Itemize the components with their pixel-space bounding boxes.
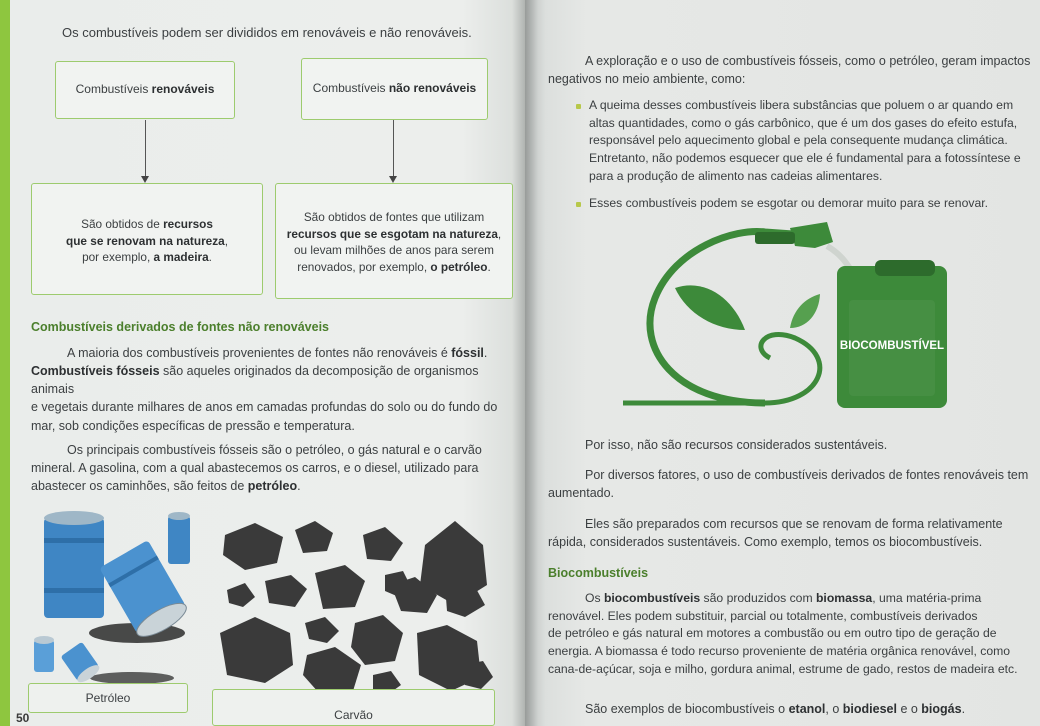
- coal-caption: Carvão: [212, 689, 495, 726]
- biofuel-illustration: [615, 218, 960, 413]
- renewable-box-title: Combustíveis renováveis: [75, 82, 215, 96]
- oil-barrels-illustration: [22, 508, 202, 688]
- arrow-line-right: [393, 120, 394, 177]
- arrow-line-left: [145, 120, 146, 177]
- paragraph-impacts: A exploração e o uso de combustíveis fósseis, como o petróleo, geram impactos negativos no meio ambiente, como:: [548, 54, 1031, 87]
- renewable-description: São obtidos de recursos que se renovam na natureza, por exemplo, a madeira.: [66, 217, 228, 265]
- bullet-icon: [576, 104, 581, 109]
- bullet-pollution: A queima desses combustíveis libera substâncias que poluem o ar quando em altas quantidades, como o gás carbônico, que é um dos gases do efeito estufa, responsável pelo aquecimento global e pela consequente mudança climática. Entretanto, não podemos esquecer que ele é fundamental para a fotossíntese e para a produção de alimento nas cadeias alimentares.: [589, 98, 1021, 183]
- arrow-down-icon: [141, 176, 149, 183]
- paragraph-biofuels: Os biocombustíveis são produzidos com biomassa, uma matéria-prima renovável. Eles podem substituir, parcial ou totalmente, combustíveis derivados de petróleo e gás natural em motores a combustão ou em outro tipo de geração de energia. A biomassa é todo recurso proveniente de matéria orgânica renovável, como cana-de-açúcar, soja e milho, gordura animal, estrume de gado, restos de madeira etc.: [548, 591, 1018, 676]
- biofuel-label: BIOCOMBUSTÍVEL: [839, 340, 945, 352]
- book-gutter: [512, 0, 538, 726]
- nonrenewable-box: [301, 58, 488, 120]
- page-edge-stripe: [0, 0, 10, 726]
- coal-illustration: [215, 515, 495, 700]
- renewable-description-box: [31, 183, 263, 295]
- page-number: 50: [16, 711, 30, 725]
- bullet-icon: [576, 202, 581, 207]
- arrow-down-icon: [389, 176, 397, 183]
- paragraph-sustainable: Eles são preparados com recursos que se renovam de forma relativamente rápida, considerados sustentáveis. Como exemplo, temos os biocombustíveis.: [548, 517, 1003, 550]
- nonrenewable-box-title: Combustíveis não renováveis: [312, 81, 477, 95]
- paragraph-main-fossils: Os principais combustíveis fósseis são o petróleo, o gás natural e o carvão mineral. A gasolina, com a qual abastecemos os carros, e o diesel, utilizado para abastecer os caminhões, são feitos de petróleo.: [31, 443, 482, 494]
- section-title-nonrenewable: Combustíveis derivados de fontes não renováveis: [31, 320, 330, 334]
- section-title-biofuels: Biocombustíveis: [548, 566, 649, 580]
- paragraph-not-sustainable: Por isso, não são recursos considerados sustentáveis.: [585, 438, 888, 452]
- bullet-depletion: Esses combustíveis podem se esgotar ou demorar muito para se renovar.: [589, 196, 988, 210]
- nonrenewable-description-box: [275, 183, 513, 299]
- paragraph-examples: São exemplos de biocombustíveis o etanol, o biodiesel e o biogás.: [585, 702, 966, 716]
- nonrenewable-description: São obtidos de fontes que utilizam recursos que se esgotam na natureza, ou levam milhões de anos para serem renovados, por exemplo, o petróleo.: [286, 210, 502, 274]
- oil-caption: Petróleo: [28, 683, 188, 713]
- intro-text: Os combustíveis podem ser divididos em renováveis e não renováveis.: [62, 25, 472, 40]
- paragraph-fossil: A maioria dos combustíveis provenientes de fontes não renováveis é fóssil. Combustíveis fósseis são aqueles originados da decomposição de organismos animais e vegetais durante milhares de anos em camadas profundas do solo ou do fundo do mar, sob condições específicas de pressão e temperatura.: [31, 346, 498, 433]
- paragraph-renewable-growth: Por diversos fatores, o uso de combustíveis derivados de fontes renováveis tem aumentado.: [548, 468, 1029, 501]
- renewable-box: [55, 61, 235, 119]
